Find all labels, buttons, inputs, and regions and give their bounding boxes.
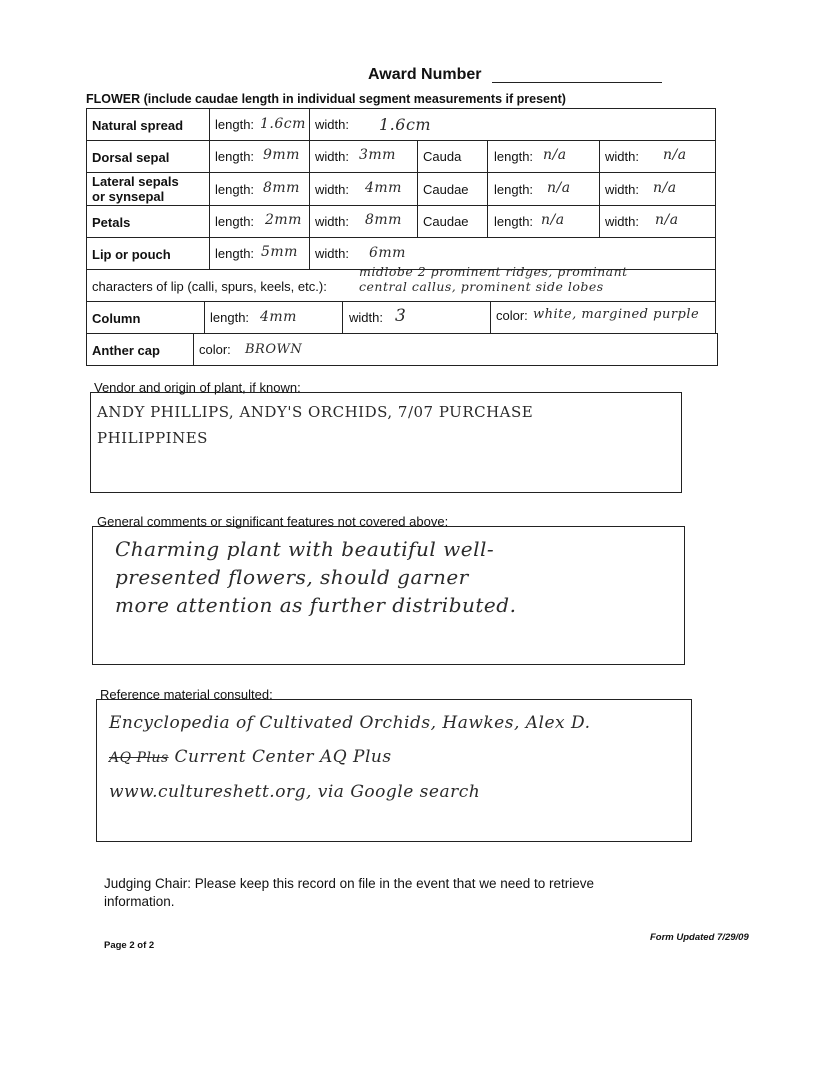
anther-cap-color-label: color: xyxy=(199,342,231,357)
dorsal-cauda-width-value: n/a xyxy=(663,147,687,163)
row-column xyxy=(86,301,716,334)
reference-line1: Encyclopedia of Cultivated Orchids, Hawkes, Alex D. xyxy=(109,713,591,733)
row-dorsal-sepal xyxy=(86,140,716,173)
reference-struck-text: AQ Plus xyxy=(109,750,169,766)
row-petals xyxy=(86,205,716,238)
column-length-value: 4mm xyxy=(260,309,297,325)
row-lateral-sepals xyxy=(86,172,716,206)
judging-chair-note xyxy=(104,875,594,911)
dorsal-sepal-width-value: 3mm xyxy=(359,147,396,163)
natural-spread-length-value: 1.6cm xyxy=(260,116,306,132)
vendor-line2: PHILIPPINES xyxy=(97,429,208,447)
reference-line2: Current Center AQ Plus xyxy=(174,747,392,767)
lip-width-label: width: xyxy=(315,246,349,261)
award-number-line xyxy=(492,82,662,83)
lip-length-value: 5mm xyxy=(261,244,298,260)
lateral-sepals-length-value: 8mm xyxy=(263,180,300,196)
row-natural-spread xyxy=(86,108,716,141)
comments-label: General comments or significant features not covered above: xyxy=(97,514,449,529)
anther-cap-label: Anther cap xyxy=(92,343,160,358)
column-width-label: width: xyxy=(349,310,383,325)
natural-spread-width-value: 1.6cm xyxy=(379,115,432,134)
petals-width-value: 8mm xyxy=(365,212,402,228)
lateral-caudae-width-label: width: xyxy=(605,182,639,197)
lateral-sepals-width-value: 4mm xyxy=(365,180,402,196)
petals-label: Petals xyxy=(92,215,131,230)
lateral-caudae-length-label: length: xyxy=(494,182,534,197)
page-number: Page 2 of 2 xyxy=(104,940,155,951)
column-color-value: white, margined purple xyxy=(533,307,700,322)
dorsal-cauda-length-label: length: xyxy=(494,149,534,164)
lip-width-value: 6mm xyxy=(369,245,406,261)
lip-label: Lip or pouch xyxy=(92,247,171,262)
lateral-sepals-label xyxy=(92,174,179,204)
petals-caudae-label: Caudae xyxy=(423,214,469,229)
comments-box xyxy=(92,526,685,665)
dorsal-sepal-length-value: 9mm xyxy=(263,147,300,163)
column-label: Column xyxy=(92,311,141,326)
dorsal-sepal-label: Dorsal sepal xyxy=(92,150,170,165)
lateral-sepals-label-line1: Lateral sepals xyxy=(92,174,179,189)
comments-line3: more attention as further distributed. xyxy=(115,593,517,617)
lateral-caudae-length-value: n/a xyxy=(547,180,571,196)
lateral-caudae-label: Caudae xyxy=(423,182,469,197)
vendor-value xyxy=(97,399,533,451)
dorsal-sepal-width-label: width: xyxy=(315,149,349,164)
dorsal-cauda-label: Cauda xyxy=(423,149,462,164)
column-color-label: color: xyxy=(496,308,528,323)
dorsal-cauda-width-label: width: xyxy=(605,149,639,164)
dorsal-cauda-length-value: n/a xyxy=(543,147,567,163)
comments-value xyxy=(115,535,516,619)
dorsal-sepal-length-label: length: xyxy=(215,149,255,164)
reference-line3: www.cultureshett.org, via Google search xyxy=(109,782,481,802)
reference-value xyxy=(109,706,590,809)
comments-line2: presented flowers, should garner xyxy=(115,565,469,589)
lip-characters-value xyxy=(359,264,628,294)
column-length-label: length: xyxy=(210,310,250,325)
column-width-value: 3 xyxy=(395,306,407,326)
petals-caudae-width-label: width: xyxy=(605,214,639,229)
petals-length-value: 2mm xyxy=(265,212,302,228)
lateral-sepals-label-line2: or synsepal xyxy=(92,189,165,204)
reference-label: Reference material consulted: xyxy=(100,687,273,702)
reference-box xyxy=(96,699,692,842)
petals-length-label: length: xyxy=(215,214,255,229)
lateral-caudae-width-value: n/a xyxy=(653,180,677,196)
vendor-box xyxy=(90,392,682,493)
flower-heading: FLOWER (include caudae length in individual segment measurements if present) xyxy=(86,92,566,106)
form-updated: Form Updated 7/29/09 xyxy=(650,932,749,943)
petals-width-label: width: xyxy=(315,214,349,229)
anther-cap-color-value: BROWN xyxy=(245,342,303,357)
petals-caudae-length-value: n/a xyxy=(541,212,565,228)
natural-spread-label: Natural spread xyxy=(92,118,184,133)
petals-caudae-width-value: n/a xyxy=(655,212,679,228)
petals-caudae-length-label: length: xyxy=(494,214,534,229)
lateral-sepals-length-label: length: xyxy=(215,182,255,197)
natural-spread-width-label: width: xyxy=(315,117,349,132)
lip-characters-line2: central callus, prominent side lobes xyxy=(359,279,604,294)
vendor-line1: ANDY PHILLIPS, ANDY'S ORCHIDS, 7/07 PURCHASE xyxy=(97,403,534,421)
row-anther-cap xyxy=(86,333,718,366)
vendor-label: Vendor and origin of plant, if known: xyxy=(94,380,301,395)
comments-line1: Charming plant with beautiful well- xyxy=(115,537,495,561)
lip-length-label: length: xyxy=(215,246,255,261)
lip-characters-line1: midlobe 2 prominent ridges, prominant xyxy=(359,264,628,279)
lateral-sepals-width-label: width: xyxy=(315,182,349,197)
judging-line2: information. xyxy=(104,894,175,909)
lip-characters-label: characters of lip (calli, spurs, keels, etc.): xyxy=(92,279,327,294)
row-lip-characters xyxy=(86,264,716,302)
natural-spread-length-label: length: xyxy=(215,117,255,132)
judging-line1: Judging Chair: Please keep this record on file in the event that we need to retrieve xyxy=(104,876,595,891)
award-number-label: Award Number xyxy=(368,66,482,83)
